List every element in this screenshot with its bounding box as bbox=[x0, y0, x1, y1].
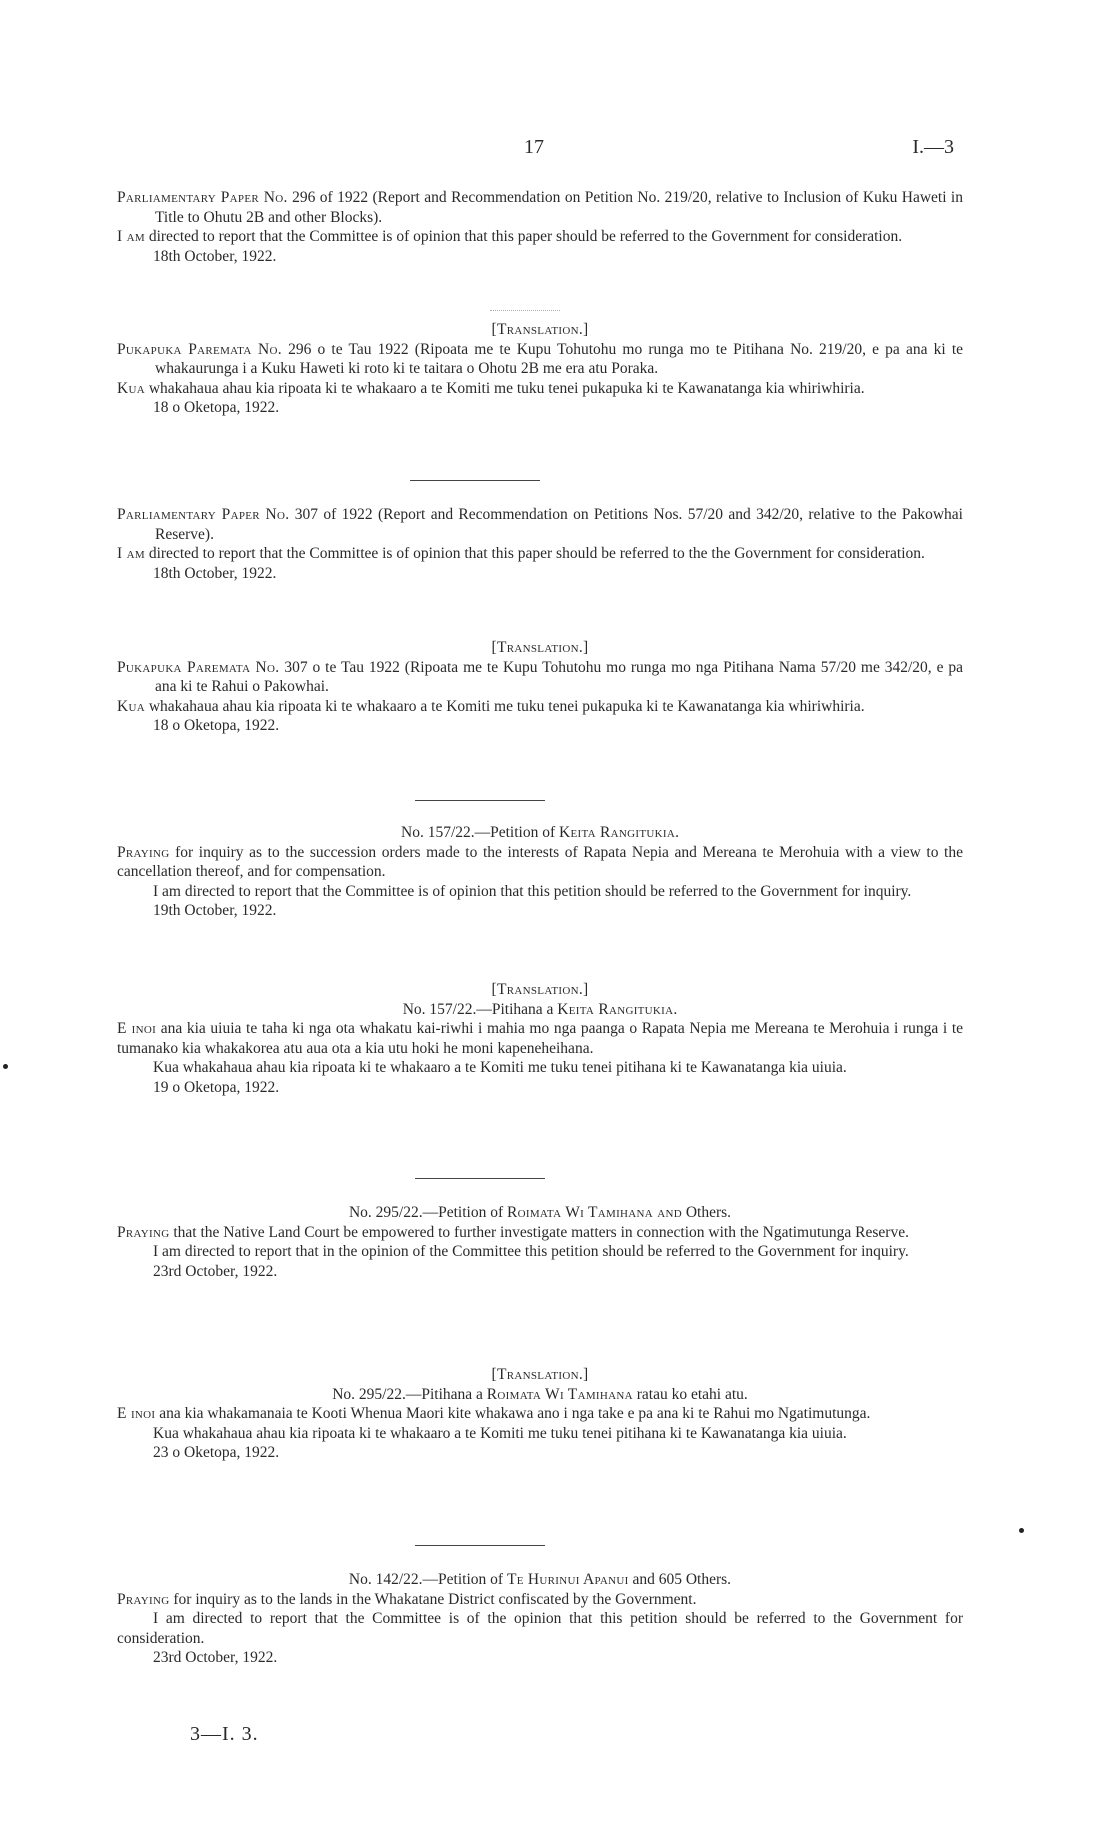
translation-prayer bbox=[117, 1019, 963, 1058]
lead-word: Kua bbox=[117, 379, 145, 397]
lead-word: I am bbox=[117, 228, 145, 245]
date-line: 18th October, 1922. bbox=[153, 564, 277, 582]
lead-word: Praying bbox=[117, 1590, 170, 1608]
date-line: 19 o Oketopa, 1922. bbox=[153, 1078, 280, 1096]
petition-title bbox=[117, 1203, 963, 1223]
report-paragraph: I am directed to report that the Committee is of opinion that this petition should be referred to the Government for inquiry. bbox=[153, 882, 912, 900]
translation-label: [Translation.] bbox=[491, 1366, 589, 1383]
footer-signature: 3—I. 3. bbox=[190, 1723, 259, 1745]
translation-title bbox=[117, 1000, 963, 1020]
heading-rest: 307 o te Tau 1922 (Ripoata me te Kupu Tohutohu mo runga mo nga Pitihana Nama 57/20 me 342/20, e pa ana ki te Rahui o Pakowhai. bbox=[155, 658, 964, 695]
date-line: 18th October, 1922. bbox=[153, 247, 277, 265]
title-suffix: Others. bbox=[681, 1204, 732, 1221]
margin-dot-mark bbox=[3, 1064, 8, 1069]
translation-body: whakahaua ahau kia ripoata ki te whakaaro a te Komiti me tuku tenei pukapuka ki te Kawanatanga kia whiriwhiria. bbox=[144, 697, 865, 715]
title-prefix: No. 142/22.—Petition of bbox=[348, 1571, 507, 1588]
heading-rest: 307 of 1922 (Report and Recommendation on Petitions Nos. 57/20 and 342/20, relative to the Pakowhai Reserve). bbox=[155, 506, 963, 543]
item-paper-296 bbox=[117, 188, 963, 266]
divider bbox=[410, 480, 540, 481]
divider bbox=[415, 1545, 545, 1546]
heading-rest: 296 of 1922 (Report and Recommendation on Petition No. 219/20, relative to Inclusion of Kuku Haweti in Title to Ohutu 2B and other Blocks). bbox=[155, 189, 963, 226]
translation-title bbox=[117, 1385, 963, 1405]
lead-word: Praying bbox=[117, 843, 170, 861]
heading-smallcaps: Pukapuka Paremata No. bbox=[117, 340, 282, 358]
translation-report: Kua whakahaua ahau kia ripoata ki te whakaaro a te Komiti me tuku tenei pitihana ki te Kawanatanga kia uiuia. bbox=[153, 1424, 847, 1442]
report-body: directed to report that the Committee is of opinion that this paper should be referred to the Government for consideration. bbox=[144, 228, 903, 245]
translation-label: [Translation.] bbox=[491, 321, 589, 338]
translation-body: whakahaua ahau kia ripoata ki te whakaaro a te Komiti me tuku tenei pukapuka ki te Kawanatanga kia whiriwhiria. bbox=[144, 379, 865, 397]
item-petition-157-translation bbox=[117, 980, 963, 1097]
petitioner-name: Roimata Wi Tamihana and bbox=[506, 1204, 682, 1221]
lead-word: Praying bbox=[117, 1223, 170, 1241]
item-paper-307 bbox=[117, 505, 963, 583]
divider bbox=[415, 1178, 545, 1179]
title-suffix: and 605 Others. bbox=[628, 1571, 732, 1588]
petition-title bbox=[117, 1570, 963, 1590]
item-paper-296-translation bbox=[117, 320, 963, 418]
prayer-body: for inquiry as to the lands in the Whakatane District confiscated by the Government. bbox=[169, 1590, 697, 1608]
translation-heading bbox=[117, 658, 963, 697]
date-line: 19th October, 1922. bbox=[153, 902, 277, 919]
title-suffix: . bbox=[675, 824, 679, 841]
prayer-paragraph bbox=[117, 1590, 963, 1610]
section-reference: I.—3 bbox=[912, 136, 954, 158]
report-body: directed to report that the Committee is of opinion that this paper should be referred to the the Government for consideration. bbox=[144, 545, 925, 562]
translation-paragraph bbox=[117, 379, 963, 399]
prayer-paragraph bbox=[117, 843, 963, 882]
margin-dot-mark bbox=[1019, 1528, 1024, 1533]
lead-word: Kua bbox=[117, 697, 145, 715]
date-line: 18 o Oketopa, 1922. bbox=[153, 399, 280, 416]
petitioner-name: Roimata Wi Tamihana bbox=[486, 1385, 633, 1403]
lead-word: I am bbox=[117, 545, 145, 562]
date-line: 23rd October, 1922. bbox=[153, 1649, 278, 1666]
prayer-body: for inquiry as to the succession orders made to the interests of Rapata Nepia and Mereana te Merohuia with a view to the cancellation thereof, and for compensation. bbox=[117, 843, 963, 880]
date-line: 23 o Oketopa, 1922. bbox=[153, 1444, 280, 1461]
paper-heading bbox=[117, 505, 963, 544]
lead-word: E inoi bbox=[117, 1405, 156, 1422]
heading-smallcaps: Parliamentary Paper No. bbox=[117, 506, 290, 523]
translation-heading bbox=[117, 340, 963, 379]
item-petition-142 bbox=[117, 1570, 963, 1668]
divider bbox=[415, 800, 545, 801]
date-line: 23rd October, 1922. bbox=[153, 1262, 278, 1280]
date-line: 18 o Oketopa, 1922. bbox=[153, 717, 280, 734]
title-prefix: No. 157/22.—Petition of bbox=[401, 824, 560, 841]
translation-prayer bbox=[117, 1404, 963, 1424]
title-prefix: No. 295/22.—Petition of bbox=[348, 1204, 507, 1221]
petitioner-name: Keita Rangitukia bbox=[559, 824, 676, 841]
paper-heading bbox=[117, 188, 963, 227]
report-paragraph bbox=[117, 544, 963, 564]
title-prefix: No. 295/22.—Pitihana a bbox=[332, 1385, 487, 1403]
translation-label: [Translation.] bbox=[491, 981, 589, 998]
item-petition-295-translation bbox=[117, 1365, 963, 1463]
prayer-paragraph bbox=[117, 1223, 963, 1243]
page-number: 17 bbox=[524, 136, 544, 158]
lead-word: E inoi bbox=[117, 1020, 157, 1037]
title-suffix: . bbox=[673, 1000, 678, 1018]
heading-smallcaps: Pukapuka Paremata No. bbox=[117, 658, 280, 676]
heading-smallcaps: Parliamentary Paper No. bbox=[117, 189, 288, 206]
title-prefix: No. 157/22.—Pitihana a bbox=[402, 1000, 558, 1018]
report-paragraph bbox=[117, 227, 963, 247]
divider bbox=[490, 310, 560, 311]
translation-label: [Translation.] bbox=[491, 639, 589, 656]
prayer-body: ana kia whakamanaia te Kooti Whenua Maori kite whakawa ano i nga take e pa ana ki te Rahui mo Ngatimutunga. bbox=[155, 1405, 871, 1422]
petitioner-name: Te Hurinui Apanui bbox=[506, 1571, 629, 1588]
title-suffix: ratau ko etahi atu. bbox=[632, 1385, 748, 1403]
translation-report: Kua whakahaua ahau kia ripoata ki te whakaaro a te Komiti me tuku tenei pitihana ki te Kawanatanga kia uiuia. bbox=[153, 1059, 847, 1076]
petitioner-name: Keita Rangitukia bbox=[557, 1000, 674, 1018]
item-petition-157 bbox=[117, 823, 963, 921]
translation-paragraph bbox=[117, 697, 963, 717]
report-paragraph: I am directed to report that in the opinion of the Committee this petition should be referred to the Government for inquiry. bbox=[153, 1243, 909, 1260]
item-petition-295 bbox=[117, 1203, 963, 1281]
petition-title bbox=[117, 823, 963, 843]
prayer-body: that the Native Land Court be empowered to further investigate matters in connection with the Ngatimutunga Reserve. bbox=[169, 1223, 909, 1241]
item-paper-307-translation bbox=[117, 638, 963, 736]
heading-rest: 296 o te Tau 1922 (Ripoata me te Kupu Tohutohu mo runga mo te Pitihana No. 219/20, e pa ana ki te whakaurunga i a Kuku Haweti ki roto ki te taitara o Ohotu 2B me era atu Poraka. bbox=[155, 340, 964, 377]
report-paragraph: I am directed to report that the Committee is of the opinion that this petition should be referred to the Government for consideration. bbox=[117, 1610, 963, 1647]
prayer-body: ana kia uiuia te taha ki nga ota whakatu kai-riwhi i mahia mo nga paanga o Rapata Nepia me Mereana te Merohuia i runga i te tumanako kia whakakorea atu aua ota a kia utu hoki he moni kapeneheihana. bbox=[117, 1020, 964, 1057]
